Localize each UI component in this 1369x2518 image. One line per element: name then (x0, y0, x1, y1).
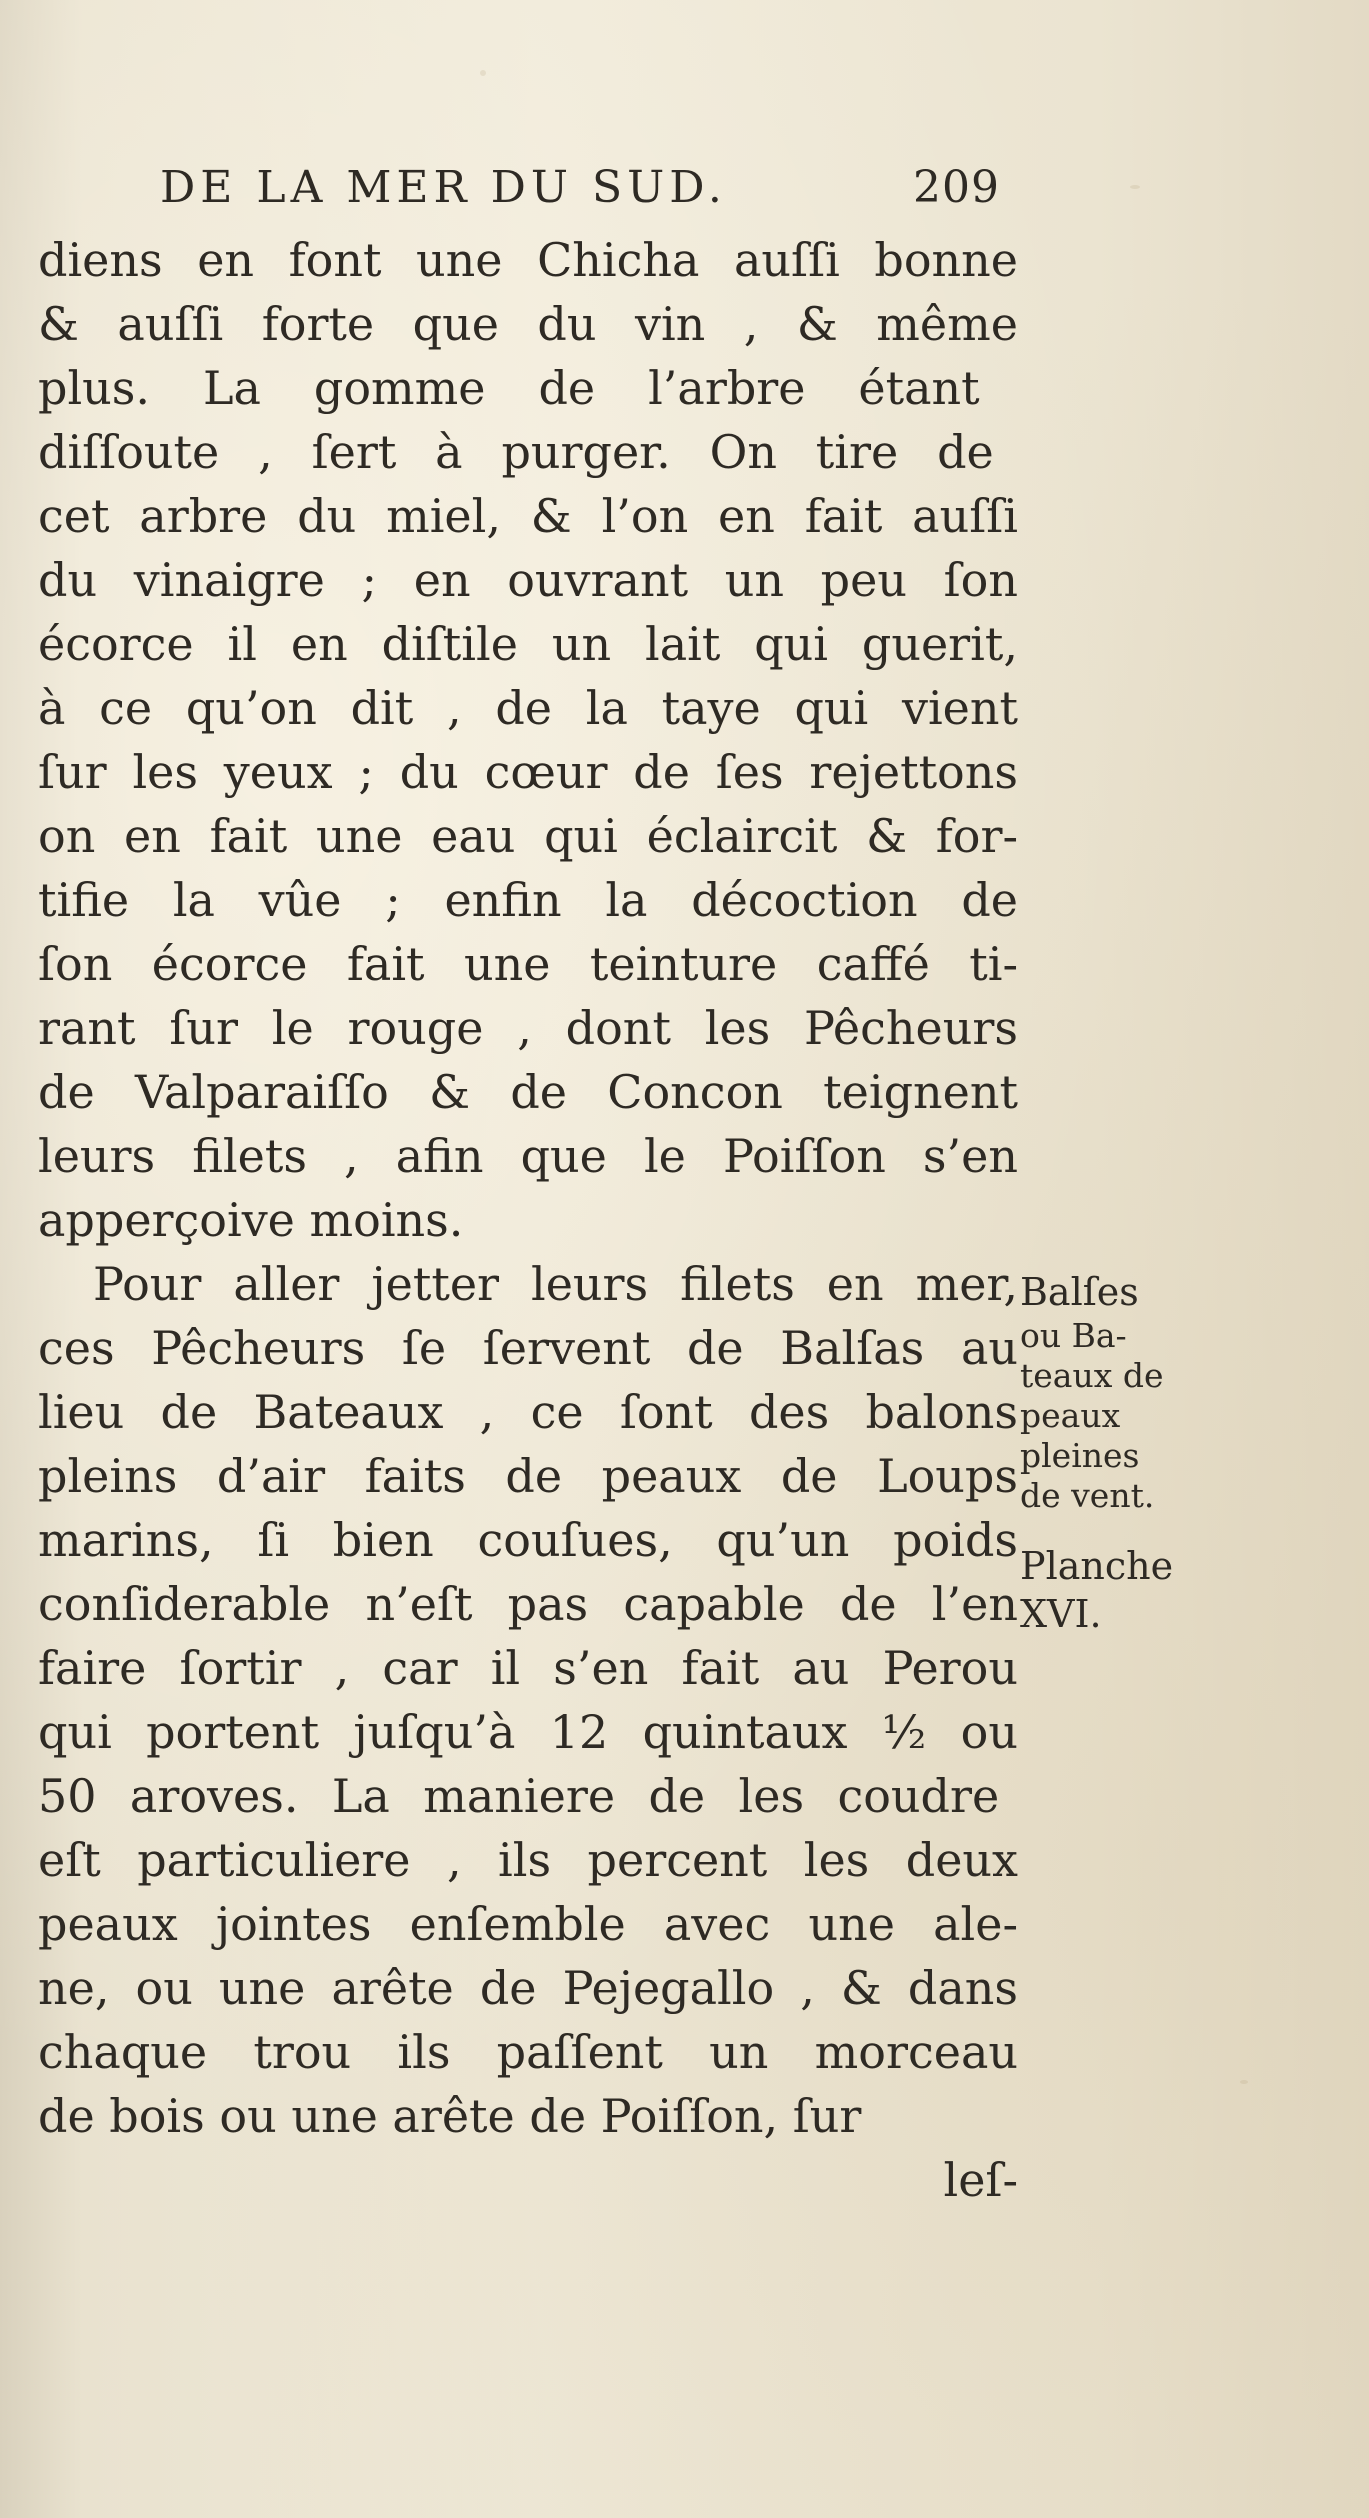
text-line: ces Pêcheurs ſe ſervent de Balſas au (38, 1321, 1018, 1375)
text-line: de Valparaiſſo & de Concon teignent (38, 1065, 1018, 1119)
margin-note-line: peaux (1020, 1396, 1121, 1435)
margin-note (1020, 1268, 1180, 1638)
page-number: 209 (913, 162, 1000, 213)
margin-note-spacer (1020, 1516, 1180, 1542)
text-line: faire ſortir , car il s’en fait au Perou (38, 1641, 1018, 1695)
text-line: qui portent juſqu’à 12 quintaux ½ ou (38, 1705, 1018, 1759)
text-line: apperçoive moins. (38, 1193, 464, 1247)
catchword: leſ- (943, 2153, 1018, 2207)
text-line: ſur les yeux ; du cœur de ſes rejettons (38, 745, 1018, 799)
paper-speck (1240, 2080, 1248, 2084)
margin-note-line: de vent. (1020, 1476, 1155, 1515)
paper-speck (1130, 185, 1140, 189)
text-line: plus. La gomme de l’arbre étant (38, 361, 980, 415)
text-line: de bois ou une arête de Poiſſon, ſur (38, 2089, 862, 2143)
text-line: du vinaigre ; en ouvrant un peu ſon (38, 553, 1018, 607)
text-line: écorce il en diſtile un lait qui guerit, (38, 617, 1018, 671)
margin-note-line: ou Ba- (1020, 1316, 1127, 1355)
paper-speck (480, 70, 486, 76)
running-head-title: DE LA MER DU SUD. (160, 162, 727, 213)
text-line: on en fait une eau qui éclaircit & for- (38, 809, 1018, 863)
margin-note-line: pleines (1020, 1436, 1140, 1475)
text-line: rant ſur le rouge , dont les Pêcheurs (38, 1001, 1018, 1055)
text-line: ſon écorce fait une teinture caffé ti- (38, 937, 1018, 991)
paragraph-start-line: Pour aller jetter leurs filets en mer, (93, 1257, 1018, 1311)
body-text (38, 228, 1018, 2212)
margin-note-line: teaux de (1020, 1356, 1164, 1395)
text-line: pleins d’air faits de peaux de Loups (38, 1449, 1018, 1503)
text-line: chaque trou ils paſſent un morceau (38, 2025, 1018, 2079)
text-line: diens en font une Chicha auſſi bonne (38, 233, 1018, 287)
text-line: cet arbre du miel, & l’on en fait auſſi (38, 489, 1018, 543)
running-head (160, 162, 1010, 222)
plate-reference-line: Planche (1020, 1544, 1174, 1588)
text-line: à ce qu’on dit , de la taye qui vient (38, 681, 1018, 735)
margin-note-line: Balſes (1020, 1270, 1139, 1314)
text-line: conſiderable n’eſt pas capable de l’en (38, 1577, 1018, 1631)
text-line: leurs filets , afin que le Poiſſon s’en (38, 1129, 1018, 1183)
text-line: lieu de Bateaux , ce ſont des balons (38, 1385, 1018, 1439)
text-line: 50 aroves. La maniere de les coudre (38, 1769, 1000, 1823)
text-line: & auſſi forte que du vin , & même (38, 297, 1018, 351)
text-line: diſſoute , ſert à purger. On tire de (38, 425, 994, 479)
text-line: peaux jointes enſemble avec une ale- (38, 1897, 1018, 1951)
text-line: tifie la vûe ; enfin la décoction de (38, 873, 1018, 927)
text-line: marins, ſi bien couſues, qu’un poids (38, 1513, 1018, 1567)
text-line: ne, ou une arête de Pejegallo , & dans (38, 1961, 1018, 2015)
text-line: eſt particuliere , ils percent les deux (38, 1833, 1018, 1887)
plate-reference-line: XVI. (1020, 1592, 1102, 1636)
